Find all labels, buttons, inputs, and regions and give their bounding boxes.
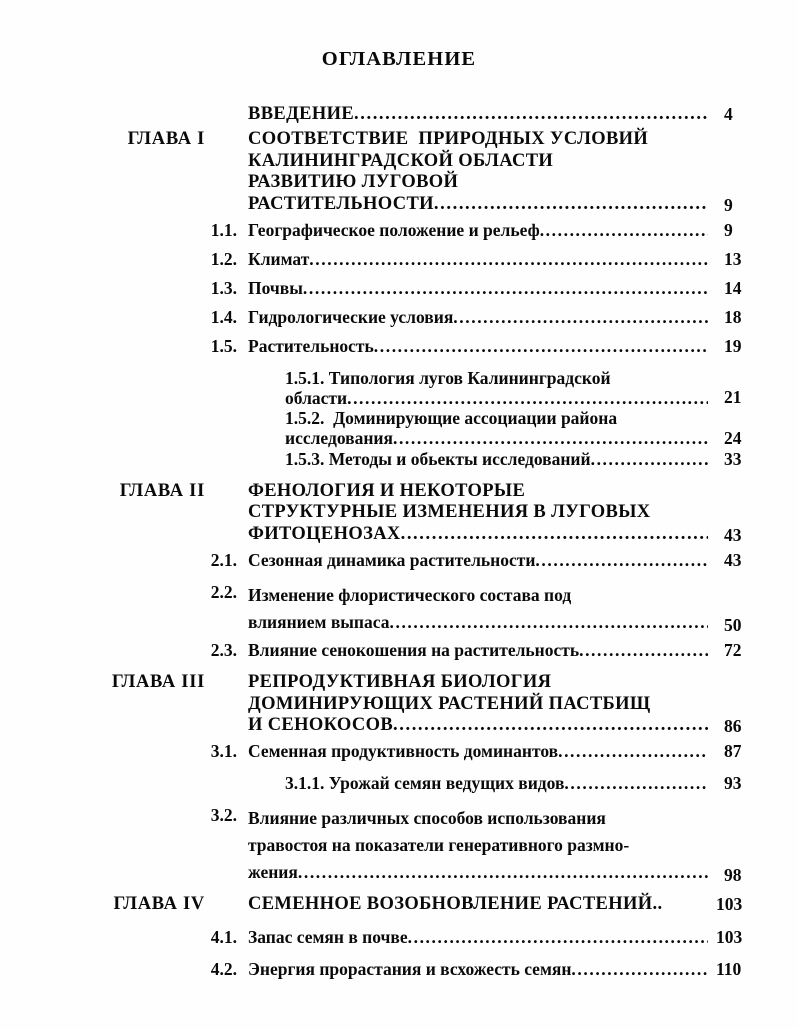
toc-entry-section-4-2[interactable] [0, 959, 798, 980]
section-number: 1.4. [210, 306, 237, 327]
page-number: 19 [724, 335, 742, 356]
section-label: Климат [248, 248, 310, 269]
chapter-label: ГЛАВА II [119, 480, 205, 501]
dot-leader [579, 640, 708, 661]
section-label: Влияние сенокошения на растительность [248, 639, 580, 660]
section-number: 3.1. [210, 740, 237, 761]
section-number: 4.2. [210, 958, 237, 979]
page-number: 18 [724, 306, 742, 327]
page-number: 24 [724, 427, 742, 448]
page-number: 43 [724, 549, 742, 570]
section-label: Сезонная динамика растительности [248, 549, 536, 570]
chapter-title [237, 129, 708, 216]
subsection-title [237, 368, 708, 409]
chapter-label: ГЛАВА IV [113, 894, 205, 915]
subsection-line-1: 1.5.1. Типология лугов Калининградской [285, 367, 611, 388]
toc-entry-subsection-1-5-2[interactable] [0, 408, 798, 449]
chapter-label: ГЛАВА I [127, 129, 205, 149]
toc-entry-subsection-1-5-3[interactable] [0, 449, 798, 470]
page-number: 50 [724, 614, 742, 635]
toc-entry-chapter-1[interactable] [0, 129, 798, 216]
toc-entry-section-1-3[interactable] [0, 278, 798, 299]
section-title [237, 550, 708, 571]
dot-leader [354, 104, 708, 125]
chapter-title-line-2: ДОМИНИРУЮЩИХ РАСТЕНИЙ ПАСТБИЩ [248, 693, 651, 714]
section-label-line-2: травостоя на показатели генеративного размно- [248, 834, 630, 855]
section-title [237, 582, 708, 636]
section-title [237, 959, 708, 980]
toc-entry-section-1-2[interactable] [0, 249, 798, 270]
dot-leader [390, 609, 709, 636]
page-number: 33 [724, 448, 742, 469]
chapter-title-line-1: СООТВЕТСТВИЕ ПРИРОДНЫХ УСЛОВИЙ [248, 129, 649, 149]
chapter-title-line-2: КАЛИНИНГРАДСКОЙ ОБЛАСТИ [248, 150, 554, 171]
section-label: Растительность [248, 335, 374, 356]
chapter-title-line-4: РАСТИТЕЛЬНОСТИ [248, 193, 434, 214]
dot-leader [540, 220, 708, 241]
chapter-title [237, 894, 708, 916]
section-number: 1.3. [210, 277, 237, 298]
section-number: 1.1. [210, 219, 237, 240]
section-number: 1.2. [210, 248, 237, 269]
dot-leader [591, 449, 708, 469]
dot-leader [309, 249, 708, 270]
section-title [237, 805, 708, 886]
chapter-title [237, 672, 708, 737]
dot-leader [571, 959, 708, 980]
page-title: ОГЛАВЛЕНИЕ [321, 48, 477, 70]
entry-label: ВВЕДЕНИЕ [248, 104, 355, 124]
chapter-title-line-2: СТРУКТУРНЫЕ ИЗМЕНЕНИЯ В ЛУГОВЫХ [248, 502, 651, 523]
page-number: 103 [716, 926, 743, 947]
section-title [237, 336, 708, 357]
subsection-title [237, 408, 708, 449]
entry-title [237, 104, 708, 125]
dot-leader [558, 741, 708, 762]
toc-entry-section-1-4[interactable] [0, 307, 798, 328]
dot-leader [298, 859, 708, 886]
page-number: 9 [724, 219, 733, 240]
section-label-line-1: Влияние различных способов использования [248, 807, 606, 828]
page-number: 4 [724, 104, 733, 124]
chapter-title-line-3: РАЗВИТИЮ ЛУГОВОЙ [248, 172, 459, 193]
section-number: 2.2. [210, 581, 237, 602]
toc-entry-section-1-1[interactable] [0, 220, 798, 241]
page-number: 86 [724, 715, 742, 736]
page-number: 21 [724, 387, 742, 408]
section-label-continuation: влиянием выпаса [248, 611, 390, 632]
toc-entry-section-2-3[interactable] [0, 640, 798, 661]
toc-entry-introduction[interactable] [0, 104, 798, 125]
subsection-title [237, 449, 708, 469]
toc-entry-section-1-5[interactable] [0, 336, 798, 357]
section-title [237, 307, 708, 328]
page-number: 110 [716, 958, 742, 979]
section-number: 4.1. [210, 926, 237, 947]
section-number: 2.3. [210, 639, 237, 660]
dot-leader [374, 336, 708, 357]
subsection-line-2: области [285, 387, 348, 408]
toc-entry-section-2-2[interactable] [0, 582, 798, 636]
section-number: 2.1. [210, 549, 237, 570]
section-label: Географическое положение и рельеф [248, 219, 540, 240]
subsection-line-1: 1.5.2. Доминирующие ассоциации района [285, 408, 618, 429]
dot-leader [453, 307, 708, 328]
section-label: Запас семян в почве [248, 926, 408, 947]
chapter-title-line-3: И СЕНОКОСОВ [248, 715, 394, 736]
section-title [237, 278, 708, 299]
section-title [237, 220, 708, 241]
section-label: Гидрологические условия [248, 306, 454, 327]
section-label: Семенная продуктивность доминантов [248, 740, 559, 761]
chapter-title-line-3: ФИТОЦЕНОЗАХ [248, 524, 401, 545]
section-title [237, 640, 708, 661]
subsection-line-1: 3.1.1. Урожай семян ведущих видов [285, 772, 565, 793]
subsection-line-2: исследования [285, 428, 393, 449]
page-number: 43 [724, 524, 742, 545]
toc-entry-section-3-2[interactable] [0, 805, 798, 886]
section-label-line-3: жения [248, 862, 298, 883]
toc-entry-section-4-1[interactable] [0, 927, 798, 948]
page-number: 98 [724, 865, 742, 886]
dot-leader [303, 278, 708, 299]
page-number: 9 [724, 194, 733, 215]
dot-leader [408, 927, 708, 948]
dot-leader [564, 773, 708, 794]
dot-leader [347, 388, 708, 408]
dot-leader [535, 550, 708, 571]
chapter-title-line-1: РЕПРОДУКТИВНАЯ БИОЛОГИЯ [248, 671, 552, 692]
section-label: Изменение флористического состава под [248, 584, 572, 605]
toc-entry-chapter-2[interactable] [0, 481, 798, 546]
section-title [237, 927, 708, 948]
chapter-title-line-1: ФЕНОЛОГИЯ И НЕКОТОРЫЕ [248, 480, 526, 501]
toc-entry-subsection-1-5-1[interactable] [0, 368, 798, 409]
chapter-title [237, 481, 708, 546]
page-number: 72 [724, 639, 742, 660]
page-number: 13 [724, 248, 742, 269]
subsection-line-1: 1.5.3. Методы и обьекты исследований [285, 448, 591, 469]
toc-entry-subsection-3-1-1[interactable] [0, 773, 798, 794]
page-number: 93 [724, 772, 742, 793]
section-title [237, 741, 708, 762]
chapter-title-line-1: СЕМЕННОЕ ВОЗОБНОВЛЕНИЕ РАСТЕНИЙ.. [248, 894, 663, 915]
page-number: 87 [724, 740, 742, 761]
section-label: Почвы [248, 277, 303, 298]
section-title [237, 249, 708, 270]
subsection-title [237, 773, 708, 794]
dot-leader [393, 428, 708, 448]
dot-leader [434, 194, 708, 216]
chapter-label: ГЛАВА III [111, 671, 205, 692]
toc-entry-chapter-4[interactable] [0, 894, 798, 916]
toc-entry-section-3-1[interactable] [0, 741, 798, 762]
section-number: 1.5. [210, 335, 237, 356]
toc-entry-chapter-3[interactable] [0, 672, 798, 737]
section-number: 3.2. [210, 804, 237, 825]
table-of-contents [0, 104, 798, 980]
page-number: 14 [724, 277, 742, 298]
dot-leader [393, 715, 708, 737]
toc-entry-section-2-1[interactable] [0, 550, 798, 571]
page-number: 103 [716, 894, 743, 915]
dot-leader [401, 524, 708, 546]
section-label: Энергия прорастания и всхожесть семян [248, 958, 572, 979]
